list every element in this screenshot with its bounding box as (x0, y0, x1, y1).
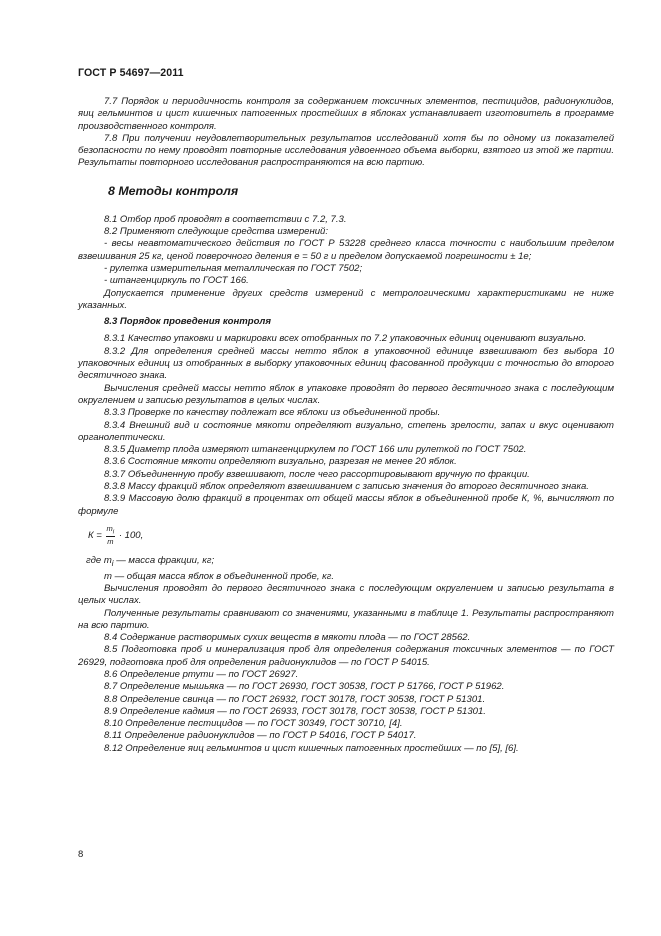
document-body (78, 96, 614, 755)
paragraph-7-8: 7.8 При получении неудовлетворительных результатов исследований хотя бы по одному из показателей безопасности по нему проводят повторные исследования удвоенного объема выборки, взятого из этой же партии. Результаты повторного исследования распространяются на всю партию. (78, 132, 614, 169)
paragraph-8-7: 8.7 Определение мышьяка — по ГОСТ 26930, ГОСТ 30538, ГОСТ Р 51766, ГОСТ Р 51962. (104, 681, 505, 693)
paragraph-8-3-4: 8.3.4 Внешний вид и состояние мякоти определяют визуально, степень зрелости, запах и вкус оценивают органолептически. (78, 419, 614, 443)
where-text-1: — масса фракции, кг; (113, 555, 215, 567)
paragraph-compare: Полученные результаты сравнивают со значениями, указанными в таблице 1. Результаты распространяют на всю партию. (78, 607, 614, 631)
paragraph-8-9: 8.9 Определение кадмия — по ГОСТ 26933, ГОСТ 30178, ГОСТ 30538, ГОСТ Р 51301. (104, 705, 486, 717)
paragraph-rounding: Вычисления проводят до первого десятичного знака с последующим округлением и записью результата в целых числах. (78, 582, 614, 607)
paragraph-8-5: 8.5 Подготовка проб и минерализация проб для определения содержания токсичных элементов — по ГОСТ 26929, подготовка проб для определения радионуклидов — по ГОСТ Р 54015. (78, 644, 614, 668)
list-item-scales: - весы неавтоматического действия по ГОСТ Р 53228 среднего класса точности с наибольшим пределом взвешивания 25 кг, ценой поверочного деления e = 50 г и пределом допускаемой погрешности ± 1е; (78, 238, 614, 262)
paragraph-8-3-2: 8.3.2 Для определения средней массы нетто яблок в упаковочной единице взвешивают без выбора 10 упаковочных единиц из отобранных в выборку упаковочных единиц фасованной продукции с точностью до второго десятичного знака. (78, 345, 614, 382)
formula-rhs: · 100, (118, 529, 144, 541)
formula-numerator (106, 524, 116, 538)
formula-denominator: m (107, 537, 114, 547)
paragraph-8-3-5: 8.3.5 Диаметр плода измеряют штангенциркулем по ГОСТ 166 или рулеткой по ГОСТ 7502. (104, 444, 527, 456)
paragraph-8-1: 8.1 Отбор проб проводят в соответствии с 7.2, 7.3. (104, 213, 347, 225)
where-line-1 (78, 555, 614, 570)
paragraph-net-mass: Вычисления средней массы нетто яблок в упаковке проводят до первого десятичного знака с последующим округлением и записью результатов в целых числах. (78, 382, 614, 406)
paragraph-8-2: 8.2 Применяют следующие средства измерений: (104, 226, 328, 238)
paragraph-alternatives: Допускается применение других средств измерений с метрологическими характеристиками не ниже указанных. (78, 287, 614, 311)
paragraph-8-3-9: 8.3.9 Массовую долю фракций в процентах от общей массы яблок в объединенной пробе К, %, вычисляют по формуле (78, 493, 614, 517)
list-item-caliper: - штангенциркуль по ГОСТ 166. (104, 275, 249, 287)
subsection-title: 8.3 Порядок проведения контроля (104, 316, 271, 328)
paragraph-8-10: 8.10 Определение пестицидов — по ГОСТ 30349, ГОСТ 30710, [4]. (104, 718, 403, 730)
where-subscript-1: i (111, 559, 114, 569)
list-item-tape: - рулетка измерительная металлическая по ГОСТ 7502; (104, 262, 363, 274)
paragraph-8-3-3: 8.3.3 Проверке по качеству подлежат все яблоки из объединенной пробы. (104, 407, 441, 419)
section-title: 8 Методы контроля (108, 183, 239, 198)
formula-fraction (106, 524, 116, 547)
paragraph-8-3-8: 8.3.8 Массу фракций яблок определяют взвешиванием с записью значения до второго десятичного знака. (104, 481, 589, 493)
paragraph-8-3-6: 8.3.6 Состояние мякоти определяют визуально, разрезая не менее 20 яблок. (104, 456, 457, 468)
formula-lhs: К = (88, 529, 102, 541)
paragraph-8-3-1: 8.3.1 Качество упаковки и маркировки всех отобранных по 7.2 упаковочных единиц оценивают визуально. (104, 333, 587, 345)
paragraph-8-3-7: 8.3.7 Объединенную пробу взвешивают, после чего рассортировывают вручную по фракции. (104, 468, 530, 480)
paragraph-8-8: 8.8 Определение свинца — по ГОСТ 26932, ГОСТ 30178, ГОСТ 30538, ГОСТ Р 51301. (104, 693, 486, 705)
paragraph-8-6: 8.6 Определение ртути — по ГОСТ 26927. (104, 668, 299, 680)
paragraph-8-12: 8.12 Определение яиц гельминтов и цист кишечных патогенных простейших — по [5], [6]. (104, 742, 519, 754)
where-symbol-1: где m (86, 555, 112, 567)
numerator-subscript: i (112, 528, 115, 536)
where-line-2: m — общая масса яблок в объединенной пробе, кг. (104, 570, 335, 582)
numerator-symbol: m (106, 523, 113, 533)
paragraph-7-7: 7.7 Порядок и периодичность контроля за содержанием токсичных элементов, пестицидов, радионуклидов, яиц гельминтов и цист кишечных патогенных простейших в яблоках устанавливает изготовитель в программе производственного контроля. (78, 96, 614, 132)
paragraph-8-11: 8.11 Определение радионуклидов — по ГОСТ Р 54016, ГОСТ Р 54017. (104, 730, 417, 742)
paragraph-8-4: 8.4 Содержание растворимых сухих веществ в мякоти плода — по ГОСТ 28562. (104, 632, 471, 644)
page-number: 8 (78, 849, 84, 860)
formula (78, 524, 614, 547)
document-header: ГОСТ Р 54697—2011 (78, 67, 184, 79)
